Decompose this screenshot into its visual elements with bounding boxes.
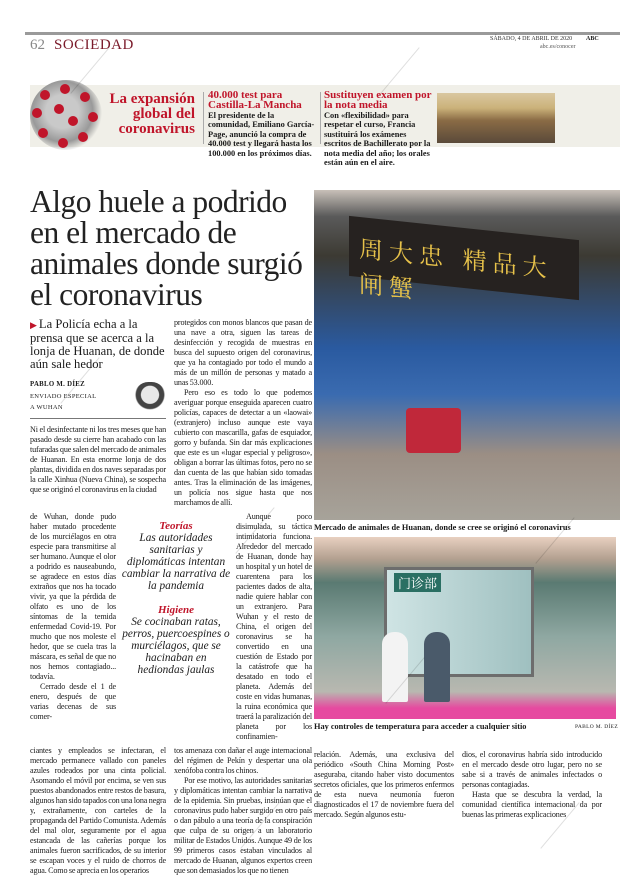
section-url[interactable]: abc.es/conocer — [540, 44, 576, 50]
issue-date: SÁBADO, 4 DE ABRIL DE 2020 — [490, 36, 573, 42]
body-col4 — [462, 750, 602, 820]
coronavirus-illustration — [30, 80, 102, 150]
paragraph: dios, el coronavirus habría sido introducido en el mercado desde otro lugar, pero no se sabe si a través de animales infectados o personas contagiadas. — [462, 750, 602, 789]
paragraph: Por ese motivo, las autoridades sanitarias y diplomáticas intentan cambiar la narrativa de la epidemia. Sin pruebas, insinúan que el coronavirus pudo haber surgido en otro país o dan pábulo a una teoría de la conspiración que culpa de su origen a un laboratorio militar de Estados Unidos. Aunque 49 de los 99 primeros casos estaban vinculados al mercado de Huanan, algunos expertos creen que son demasiados los que no tienen — [174, 776, 312, 875]
page-number: 62 — [30, 37, 45, 53]
pullquote-title: Higiene — [157, 604, 195, 616]
brief-item — [208, 90, 318, 158]
clinic-photo — [314, 537, 616, 719]
paragraph: Pero eso es todo lo que podemos averiguar porque enseguida aparecen cuatro policías, capaces de detectar a un «laowai» (extranjero) incluso aunque este vaya cubierto con mascarilla, gafas de esquiador, gorro y bufanda. Sin dar más explicaciones que este es un «lugar especial y peligroso», obligan a borrar las últimas fotos, pero no se dan cuenta de las que habían sido tomadas antes. Tras la eliminación de las imágenes, un policía nos sigue hasta que nos marchamos de allí. — [174, 388, 312, 507]
brief-item — [324, 90, 434, 167]
byline-row — [30, 379, 166, 414]
article — [30, 186, 312, 876]
article-top-columns — [30, 318, 312, 508]
body-col2-narrow: Aunque poco disimulada, su táctica intimidatoria funciona. Alrededor del mercado de Huanan, donde hay un hospital y un hotel de cuarentena para los pacientes dados de alta, nadie quiere hablar con un extranjero. Para Wuhan y el resto de China, el origen del coronavirus se ha convertido en una cuestión de Estado por la catástrofe que ha desatado en todo el planeta. Además del coste en vidas humanas, la ruina económica que traerá la paralización del planeta por los confinamien- — [236, 512, 312, 741]
person — [424, 632, 450, 702]
body-col2-bottom — [174, 746, 312, 876]
divider — [320, 92, 321, 144]
divider — [30, 418, 166, 419]
pullquote — [121, 604, 231, 676]
author-name: PABLO M. DÍEZ — [30, 381, 85, 388]
photo-caption: Mercado de animales de Huanan, donde se cree se originó el coronavirus — [314, 523, 571, 532]
author-portrait — [134, 382, 166, 414]
band-title: La expansión global del coronavirus — [109, 91, 195, 137]
photo-caption: Hay controles de temperatura para acceder a cualquier sitio — [314, 722, 527, 731]
brief-text: Con «flexibilidad» para respetar el curso, Francia sustituirá los exámenes escritos de Bachillerato por la nota media del año; los orales están aún en el aire. — [324, 111, 431, 168]
lead-text: La Policía echa a la prensa que se acerca a la lonja de Huanan, de donde aún sale hedor — [30, 317, 165, 371]
market-photo — [314, 190, 620, 520]
brand-logo: ABC — [586, 36, 599, 42]
red-chairs — [406, 408, 461, 453]
author-role: ENVIADO ESPECIAL — [30, 392, 97, 400]
pullquote — [121, 520, 231, 592]
body-col1-narrow — [30, 512, 116, 742]
exam-hall-photo — [437, 93, 555, 143]
paragraph: protegidos con monos blancos que pasan de una nave a otra, siguen las tareas de desinfección y recogida de muestras en busca del supuesto origen del coronavirus, que ya ha contagiado por todo el mundo a más de un millón de personas y matado a unas 53.000. — [174, 318, 312, 387]
body-col3: relación. Además, una exclusiva del periódico «South China Morning Post» aseguraba, citando haber visto documentos secretos oficiales, que los primeros enfermos de esta nueva neumonía fueron diagnosticados el 17 de noviembre fuera del mercado. Según algunos estu- — [314, 750, 454, 819]
brief-title[interactable]: Sustituyen examen por la nota media — [324, 89, 432, 111]
shop-sign: 周大忠 精品大闸蟹 — [349, 216, 579, 300]
article-lead — [30, 318, 166, 371]
article-middle-columns — [30, 512, 312, 742]
body-col1-top: Ni el desinfectante ni los tres meses que han pasado desde su cierre han acabado con las tufaradas que salen del mercado de animales de Huanan. En esta enorme lonja de dos plantas, dividida en dos naves separadas por la calle Xinhua (Nueva China), se sospecha que se originó el coronavirus en la ciudad — [30, 424, 166, 494]
paragraph: Cerrado desde el 1 de enero, después de que varias decenas de sus comer- — [30, 682, 116, 721]
body-col1-bottom: ciantes y empleados se infectaran, el mercado permanece vallado con paneles azules rodeados por una cinta policial. Asomando el móvil por encima, se ven sus puestos abandonados entre restos de basura, algunos han sido tapados con una lona negra y, extrañamente, con carteles de la propaganda del Partido Comunista. Además del mal olor, seguramente por el agua estancada de las cañerías porque los animales fueron sacrificados, de su interior se escapan voces y el ruido de chorros de agua. Como se aprecia en los operarios — [30, 746, 166, 875]
author-location: A WUHAN — [30, 404, 63, 411]
triangle-bullet-icon: ▶ — [30, 320, 37, 330]
brief-title[interactable]: 40.000 test para Castilla-La Mancha — [208, 89, 302, 111]
body-col2-top — [174, 318, 312, 508]
paragraph: Hasta que se descubra la verdad, la comunidad científica internacional da por buenas las primeras explicaciones — [462, 790, 602, 819]
article-headline: Algo huele a podrido en el mercado de animales donde surgió el coronavirus — [30, 184, 303, 312]
clinic-sign: 门诊部 — [394, 573, 441, 592]
pullquote-text: Se cocinaban ratas, perros, puercoespines o murciélagos, que se hacinaban en hediondas jaulas — [122, 616, 230, 676]
photo-credit: PABLO M. DÍEZ — [575, 724, 618, 730]
divider — [203, 92, 204, 144]
top-rule — [25, 32, 620, 35]
left-column — [30, 318, 166, 508]
paragraph: de Wuhan, donde pudo haber mutado procedente de los murciélagos en otra especie para transmitirse al ser humano. Aunque el olor a podrido es nauseabundo, se agradece en estos días extraños que nos ha tocado vivir, ya que la pérdida de olfato es uno de los síntomas de la temida enfermedad Covid-19. Por mucho que nos moleste el hedor, que se cuela tras la máscara, es señal de que no nos hemos contagiado... todavía. — [30, 512, 116, 681]
paragraph: tos amenaza con dañar el auge internacional del régimen de Pekín y despertar una ola xenófoba contra los chinos. — [174, 746, 312, 775]
brief-text: El presidente de la comunidad, Emiliano García-Page, anunció la compra de 40.000 test y llegará hasta los 100.000 en los próximos días. — [208, 111, 315, 158]
byline — [30, 379, 96, 414]
article-bottom-columns — [30, 746, 312, 876]
person — [382, 632, 408, 702]
section-title: SOCIEDAD — [54, 37, 134, 53]
pullquotes — [121, 512, 231, 742]
pullquote-title: Teorías — [159, 520, 193, 532]
pullquote-text: Las autoridades sanitarias y diplomáticas intentan cambiar la narrativa de la pandemia — [121, 532, 231, 592]
